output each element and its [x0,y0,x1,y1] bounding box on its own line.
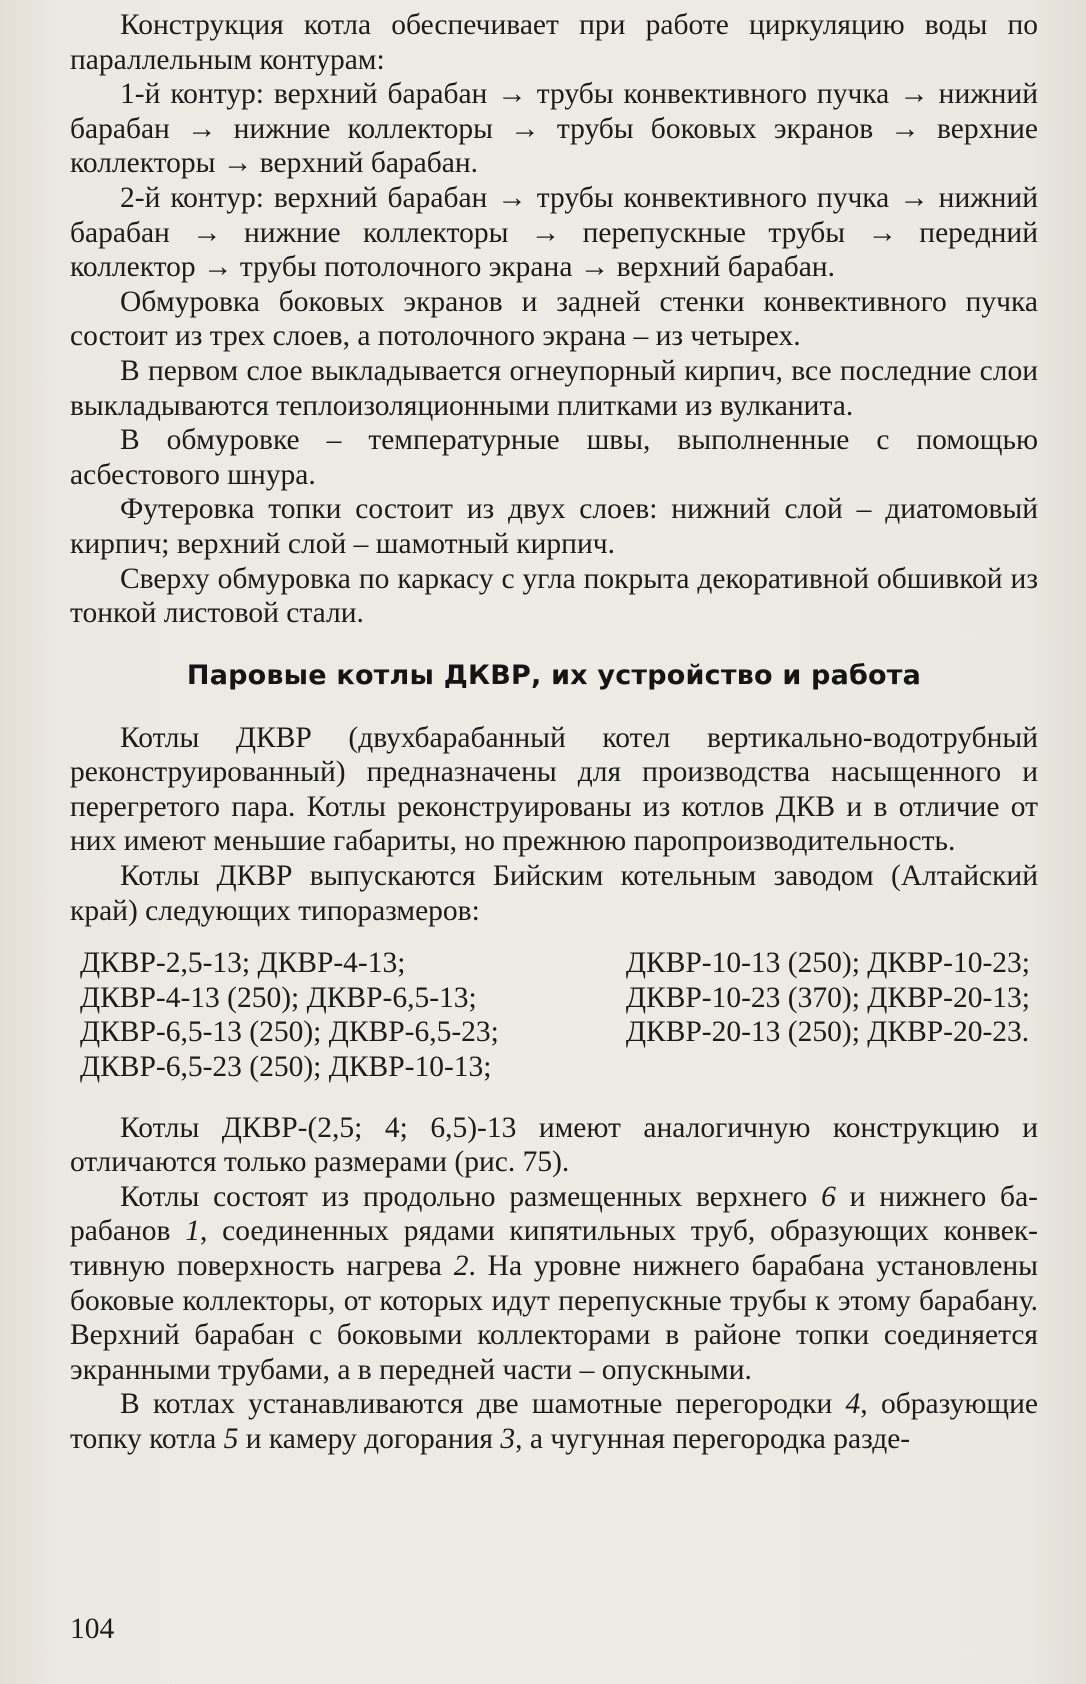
figure-ref-number: 4 [845,1388,861,1421]
text-paragraph: 2-й контур: верхний барабан → трубы конвективного пучка → нижний барабан → нижние коллекторы → перепускные трубы → передний коллектор → трубы потолочного экрана → верхний барабан. [70,181,1038,284]
section-heading: Паровые котлы ДКВР, их устройство и работа [186,659,922,691]
text-paragraph: В первом слое выкладывается огнеупорный кирпич, все последние слои выкладываются теплоизоляционными плитками из вулканита. [70,354,1038,422]
model-list-left-column [80,946,499,1084]
text-run: Котлы состоят из продольно размещенных верхнего [120,1180,822,1213]
text-paragraph: Обмуровка боковых экранов и задней стенки конвективного пучка состоит из трех слоев, а потолочного экрана – из четырех. [70,285,1038,353]
figure-ref-number: 2 [453,1250,469,1282]
text-run: и камеру догорания [238,1422,501,1455]
text-run: . На уровне нижнего барабана установлены боковые коллекторы, от которых идут перепускные трубы к этому барабану. Верхний барабан с боковыми коллекторами в районе топки соединяется экранными трубами, а в передней части – опускными. [70,1250,1038,1386]
text-run: , а чугунная перегородка разде- [515,1422,911,1455]
text-paragraph-drums [70,1180,1038,1388]
model-list-line: ДКВР-6,5-23 (250); ДКВР-10-13; [80,1051,492,1084]
figure-ref-number: 1 [185,1215,200,1248]
text-run: , соединенных рядами кипятильных труб, образующих конвективную поверхность нагрева [70,1215,1038,1282]
text-paragraph: Котлы ДКВР-(2,5; 4; 6,5)-13 имеют аналогичную конструкцию и отличаются только размерами (рис. 75). [70,1111,1038,1179]
text-paragraph: Сверху обмуровка по каркасу с угла покрыта декоративной обшивкой из тонкой листовой стали. [70,562,1038,630]
model-list [80,946,1038,1084]
text-paragraph: Котлы ДКВР выпускаются Бийским котельным заводом (Алтайский край) следующих типоразмеров: [70,860,1038,927]
model-list-line: ДКВР-20-13 (250); ДКВР-20-23. [625,1016,1030,1049]
model-list-line: ДКВР-10-13 (250); ДКВР-10-23; [625,947,1030,980]
text-paragraph: В обмуровке – температурные швы, выполненные с помощью асбестового шнура. [70,424,1038,491]
figure-ref-number: 6 [821,1180,836,1213]
figure-ref-number: 5 [223,1422,239,1455]
model-list-line: ДКВР-6,5-13 (250); ДКВР-6,5-23; [80,1016,499,1049]
text-paragraph: Конструкция котла обеспечивает при работе циркуляцию воды по параллельным контурам: [70,9,1038,76]
text-run: и нижнего барабанов [70,1180,1038,1248]
text-paragraph-walls [70,1387,1038,1456]
text-run: В котлах устанавливаются две шамотные перегородки [120,1388,846,1421]
figure-ref-number: 3 [500,1422,516,1455]
page-number: 104 [70,1613,115,1645]
text-run: , образующие топку котла [70,1388,1038,1455]
model-list-line: ДКВР-4-13 (250); ДКВР-6,5-13; [80,981,477,1014]
text-paragraph: Котлы ДКВР (двухбарабанный котел вертикально-водотрубный реконструированный) предназначены для производства насыщенного и перегретого пара. Котлы реконструированы из котлов ДКВ и в отличие от них имеют меньшие габариты, но прежнюю паропроизводительность. [70,721,1038,858]
text-paragraph: Футеровка топки состоит из двух слоев: нижний слой – диатомовый кирпич; верхний слой – шамотный кирпич. [70,493,1038,560]
text-paragraph: 1-й контур: верхний барабан → трубы конвективного пучка → нижний барабан → нижние коллекторы → трубы боковых экранов → верхние коллекторы → верхний барабан. [70,78,1038,180]
model-list-line: ДКВР-2,5-13; ДКВР-4-13; [80,947,406,980]
model-list-line: ДКВР-10-23 (370); ДКВР-20-13; [625,981,1030,1014]
model-list-right-column [626,946,1030,1084]
